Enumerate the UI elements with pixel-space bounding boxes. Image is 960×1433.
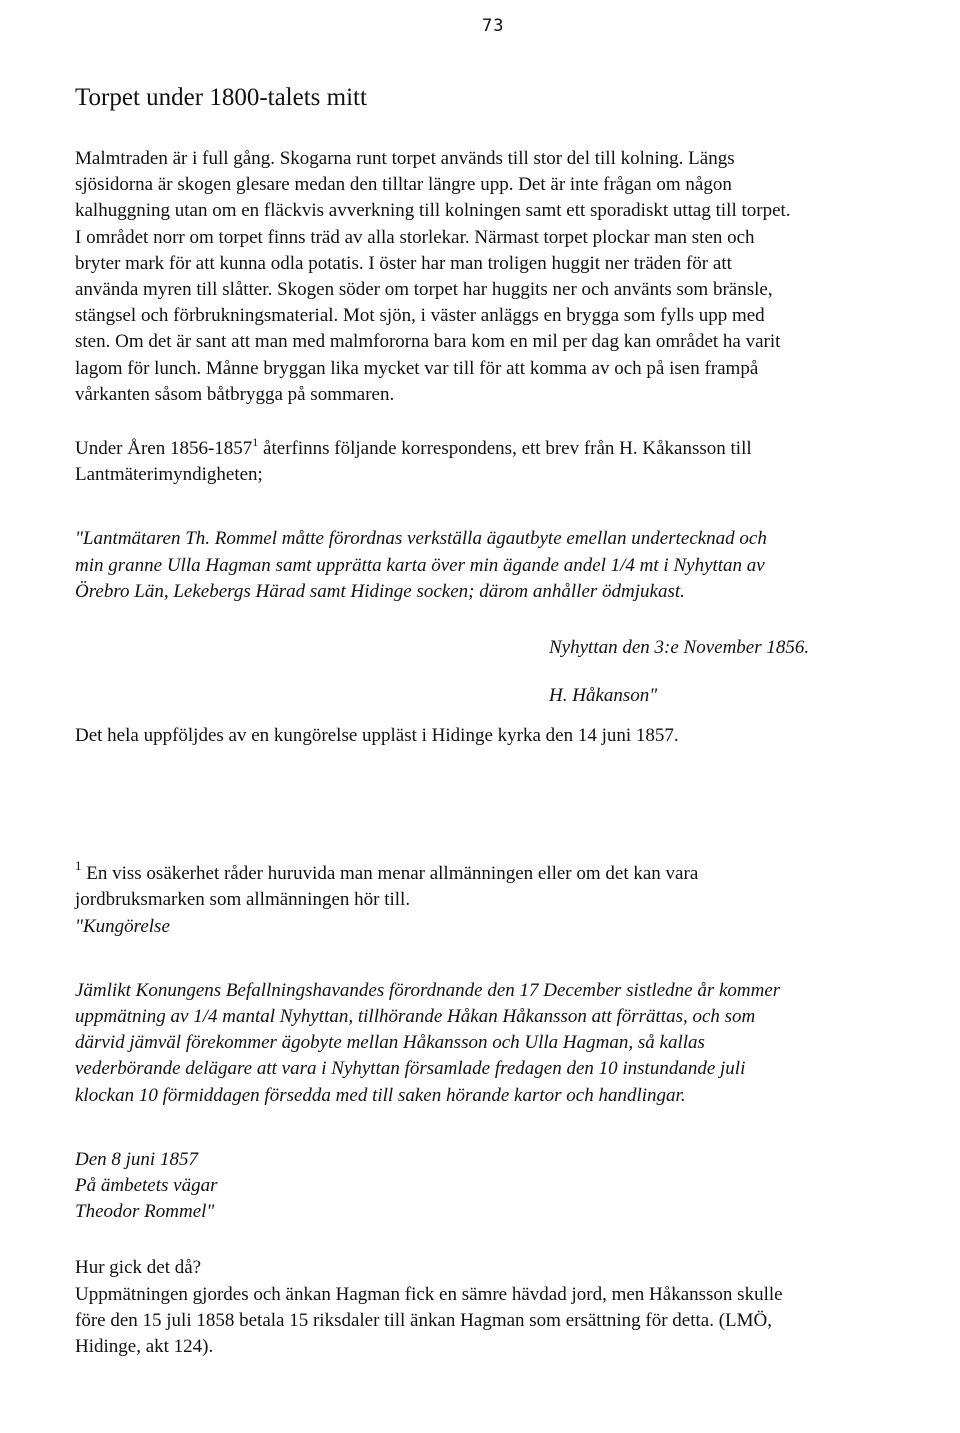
announcement-paragraph: Det hela uppföljdes av en kungörelse uppläst i Hidinge kyrka den 14 juni 1857. <box>75 725 679 747</box>
letter-date: Nyhyttan den 3:e November 1856. <box>549 637 810 659</box>
page-number: 73 <box>482 16 505 36</box>
footnote-text: En viss osäkerhet råder huruvida man menar allmänningen eller om det kan vara jordbruksmarken som allmänningen hör till. <box>75 863 699 911</box>
page-title: Torpet under 1800-talets mitt <box>75 84 367 111</box>
footnote <box>75 858 875 913</box>
footnote-reference: 1 <box>252 435 259 450</box>
closing-question: Hur gick det då? <box>75 1257 202 1279</box>
kungorelse-text: Jämlikt Konungens Befallningshavandes förordnande den 17 December sistledne år kommer uppmätning av 1/4 mantal Nyhyttan, tillhörande Håkan Håkansson att förrättas, och som därvid jämväl förekommer ägobyte mellan Håkansson och Ulla Hagman, så kallas vederbörande delägare att vara i Nyhyttan församlade fredagen den 10 instundande juli klockan 10 förmiddagen försedda med till saken hörande kartor och handlingar. <box>75 979 781 1106</box>
footnote-number: 1 <box>75 858 82 874</box>
letter-signature: H. Håkanson" <box>549 685 658 707</box>
correspondence-intro-text: Under Åren 1856-1857 <box>75 438 253 460</box>
correspondence-intro <box>75 436 875 488</box>
letter-text: "Lantmätaren Th. Rommel måtte förordnas verkställa ägautbyte emellan undertecknad och min granne Ulla Hagman samt upprätta karta över min ägande andel 1/4 mt i Nyhyttan av Örebro Län, Lekebergs Härad samt Hidinge socken; därom anhåller ödmjukast. <box>75 528 767 602</box>
closing-paragraph: Uppmätningen gjordes och änkan Hagman fick en sämre hävdad jord, men Håkansson skulle före den 15 juli 1858 betala 15 riksdaler till änkan Hagman som ersättning för detta. (LMÖ, Hidinge, akt 124). <box>75 1283 783 1358</box>
kungorelse-heading: "Kungörelse <box>75 915 170 937</box>
correspondence-intro-continued: återfinns följande korrespondens, ett brev från H. Kåkansson till Lantmäterimyndigheten; <box>75 438 752 486</box>
page-content <box>75 80 875 1360</box>
intro-paragraph: Malmtraden är i full gång. Skogarna runt torpet används till stor del till kolning. Längs sjösidorna är skogen glesare medan den tilltar längre upp. Det är inte frågan om någon kalhuggning utan om en fläckvis avverkning till kolningen samt ett sporadiskt uttag till torpet. I området norr om torpet finns träd av alla storlekar. Närmast torpet plockar man sten och bryter mark för att kunna odla potatis. I öster har man troligen huggit ner träden för att använda myren till slåtter. Skogen söder om torpet har huggits ner och använts som bränsle, stängsel och förbrukningsmaterial. Mot sjön, i väster anläggs en brygga som fylls upp med sten. Om det är sant att man med malmfororna bara kom en mil per dag kan området ha varit lagom för lunch. Månne bryggan lika mycket var till för att komma av och på isen frampå vårkanten såsom båtbrygga på sommaren. <box>75 148 791 405</box>
kungorelse-signoff: Den 8 juni 1857 På ämbetets vägar Theodor Rommel" <box>75 1148 218 1223</box>
